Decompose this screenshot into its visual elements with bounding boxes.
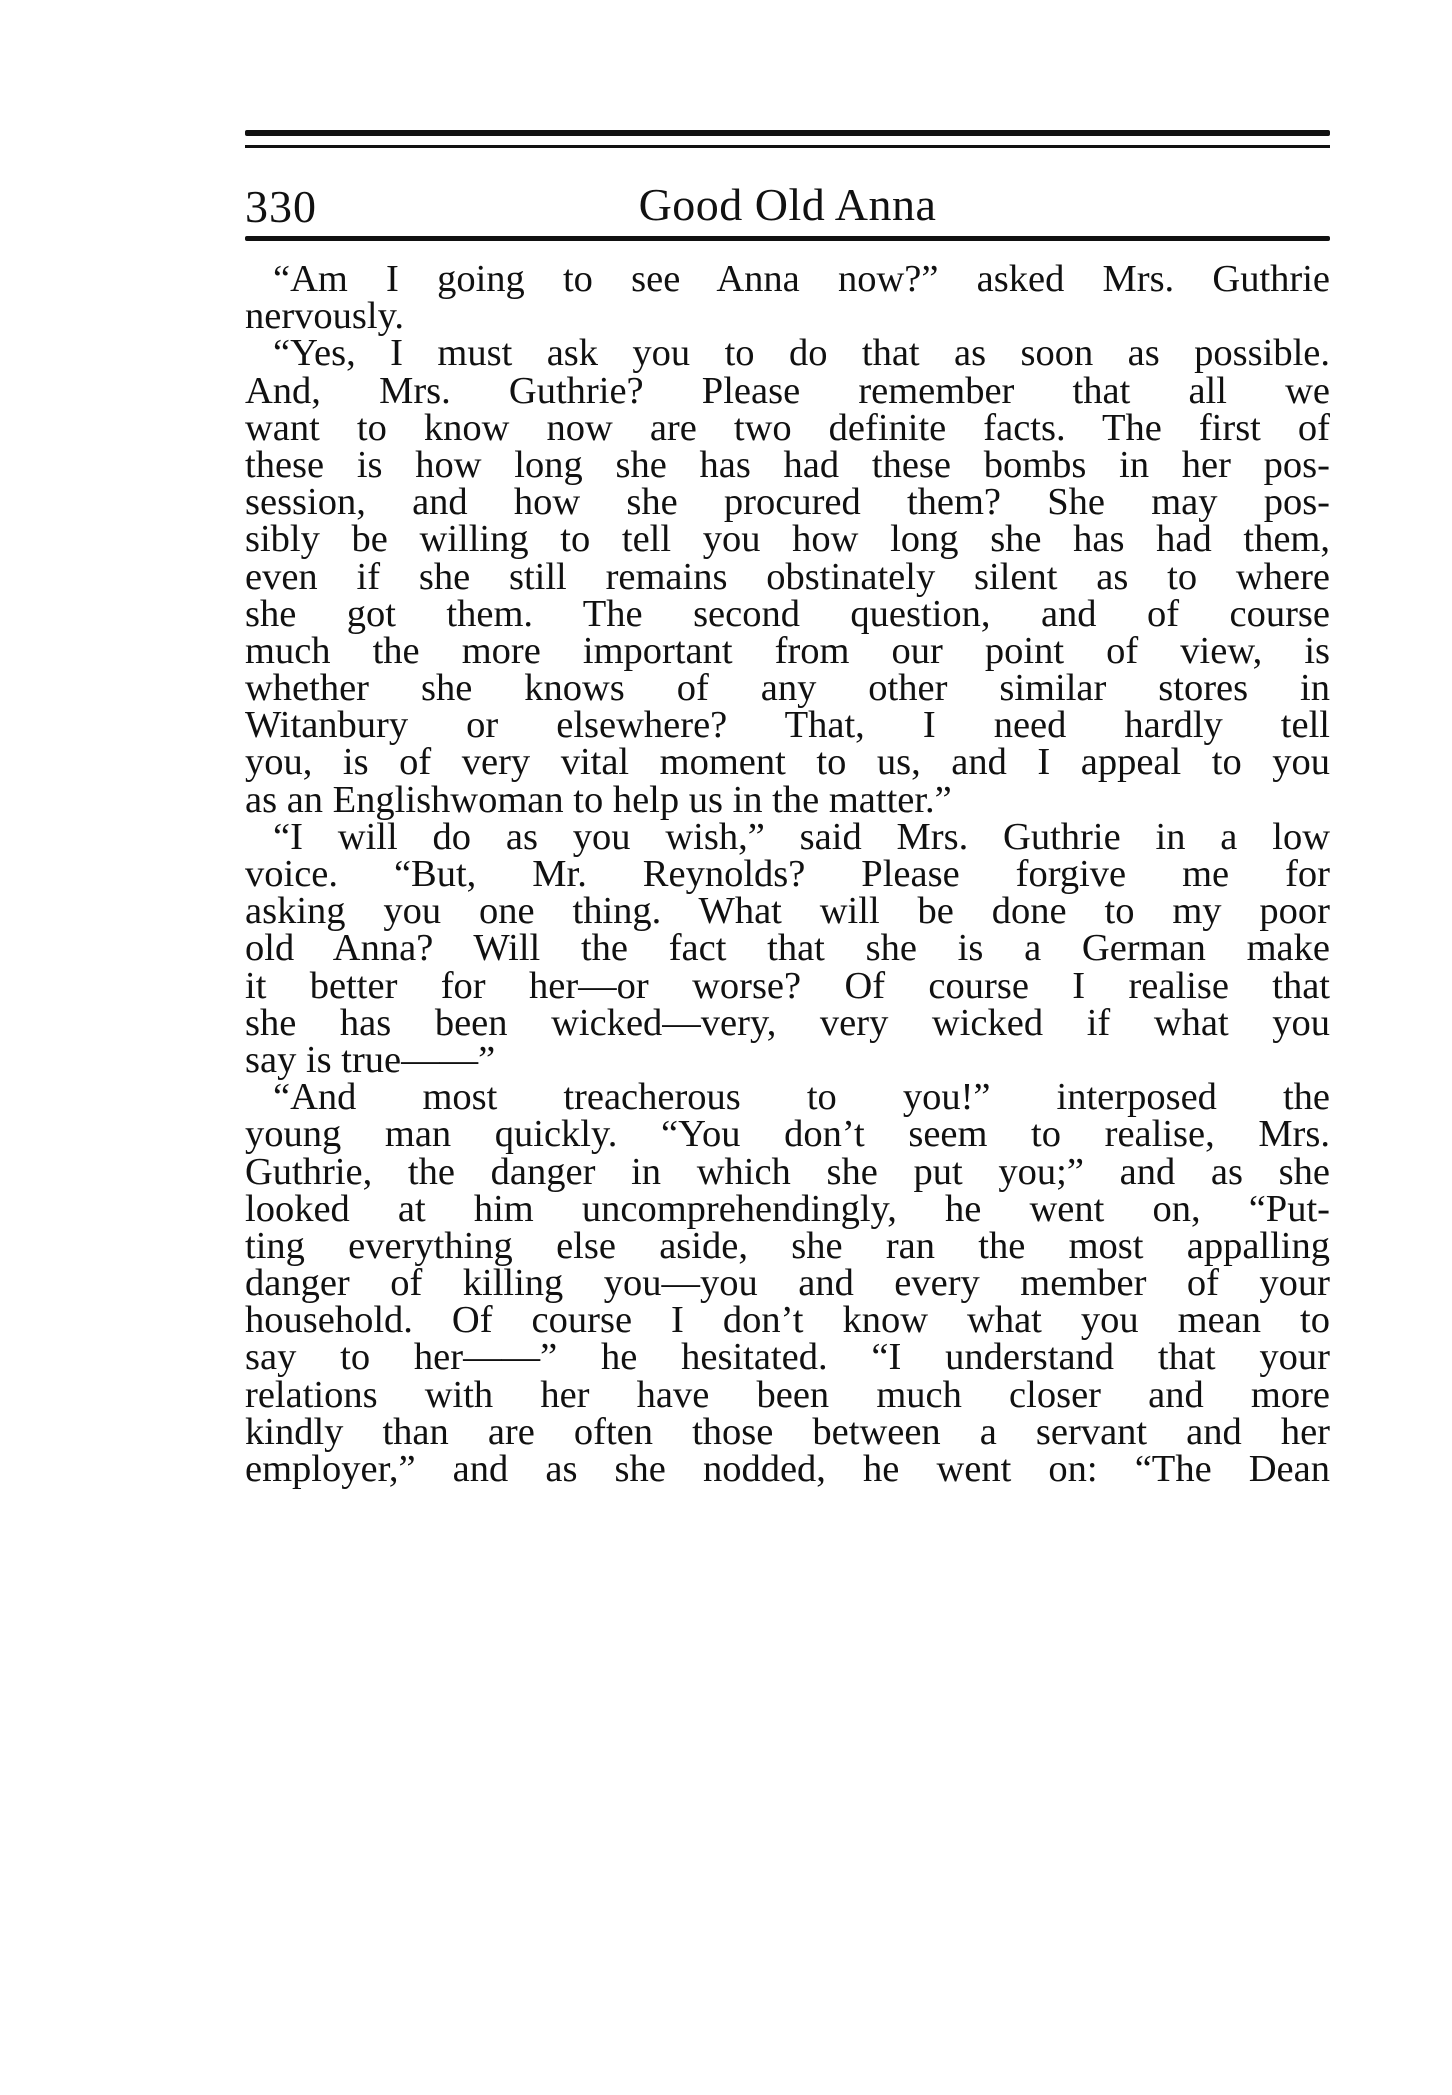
text-line: as an Englishwoman to help us in the matter.”: [245, 778, 952, 821]
book-page: [245, 130, 1330, 1488]
text-line: employer,” and as she nodded, he went on: “The Dean: [245, 1448, 1330, 1490]
text-line: “And most treacherous to you!” interposed the: [273, 1076, 1330, 1119]
text-line: voice. “But, Mr. Reynolds? Please forgive me for: [245, 853, 1330, 895]
text-line: young man quickly. “You don’t seem to realise, Mrs.: [245, 1113, 1330, 1156]
text-line: ting everything else aside, she ran the most appalling: [245, 1224, 1330, 1267]
text-line: it better for her—or worse? Of course I realise that: [245, 964, 1330, 1007]
page-number: 330: [245, 181, 317, 232]
text-line: kindly than are often those between a servant and her: [245, 1410, 1330, 1453]
body-text: [245, 258, 1330, 1490]
text-line: Guthrie, the danger in which she put you;” and as she: [245, 1150, 1330, 1193]
text-line: even if she still remains obstinately silent as to where: [245, 555, 1330, 598]
text-line: session, and how she procured them? She may pos-: [245, 481, 1330, 524]
text-line: household. Of course I don’t know what you mean to: [245, 1299, 1330, 1342]
top-rule-thick: [245, 130, 1330, 136]
text-line: she has been wicked—very, very wicked if what you: [245, 1001, 1330, 1044]
text-line: danger of killing you—you and every member of your: [245, 1262, 1330, 1305]
text-line: old Anna? Will the fact that she is a German make: [245, 927, 1330, 970]
running-head: [245, 148, 1330, 232]
header-rule: [245, 236, 1330, 241]
text-line: “Yes, I must ask you to do that as soon as possible.: [273, 332, 1330, 375]
text-line: “Am I going to see Anna now?” asked Mrs. Guthrie: [273, 258, 1330, 300]
text-line: you, is of very vital moment to us, and I appeal to you: [245, 741, 1330, 784]
text-line: And, Mrs. Guthrie? Please remember that all we: [245, 369, 1330, 412]
text-line: asking you one thing. What will be done to my poor: [245, 890, 1330, 933]
text-line: she got them. The second question, and of course: [245, 592, 1330, 635]
text-line: “I will do as you wish,” said Mrs. Guthrie in a low: [273, 815, 1330, 858]
text-line: whether she knows of any other similar stores in: [245, 667, 1330, 710]
text-line: say to her——” he hesitated. “I understand that your: [245, 1336, 1330, 1379]
text-line: want to know now are two definite facts. The first of: [245, 406, 1330, 449]
text-line: looked at him uncomprehendingly, he went on, “Put-: [245, 1187, 1330, 1230]
text-line: nervously.: [245, 295, 404, 338]
text-line: Witanbury or elsewhere? That, I need hardly tell: [245, 704, 1330, 747]
text-line: relations with her have been much closer and more: [245, 1373, 1330, 1416]
running-title: Good Old Anna: [638, 179, 937, 230]
text-line: say is true——”: [245, 1038, 496, 1081]
text-line: these is how long she has had these bombs in her pos-: [245, 443, 1330, 486]
text-line: much the more important from our point of view, is: [245, 629, 1330, 672]
text-line: sibly be willing to tell you how long she has had them,: [245, 518, 1330, 561]
